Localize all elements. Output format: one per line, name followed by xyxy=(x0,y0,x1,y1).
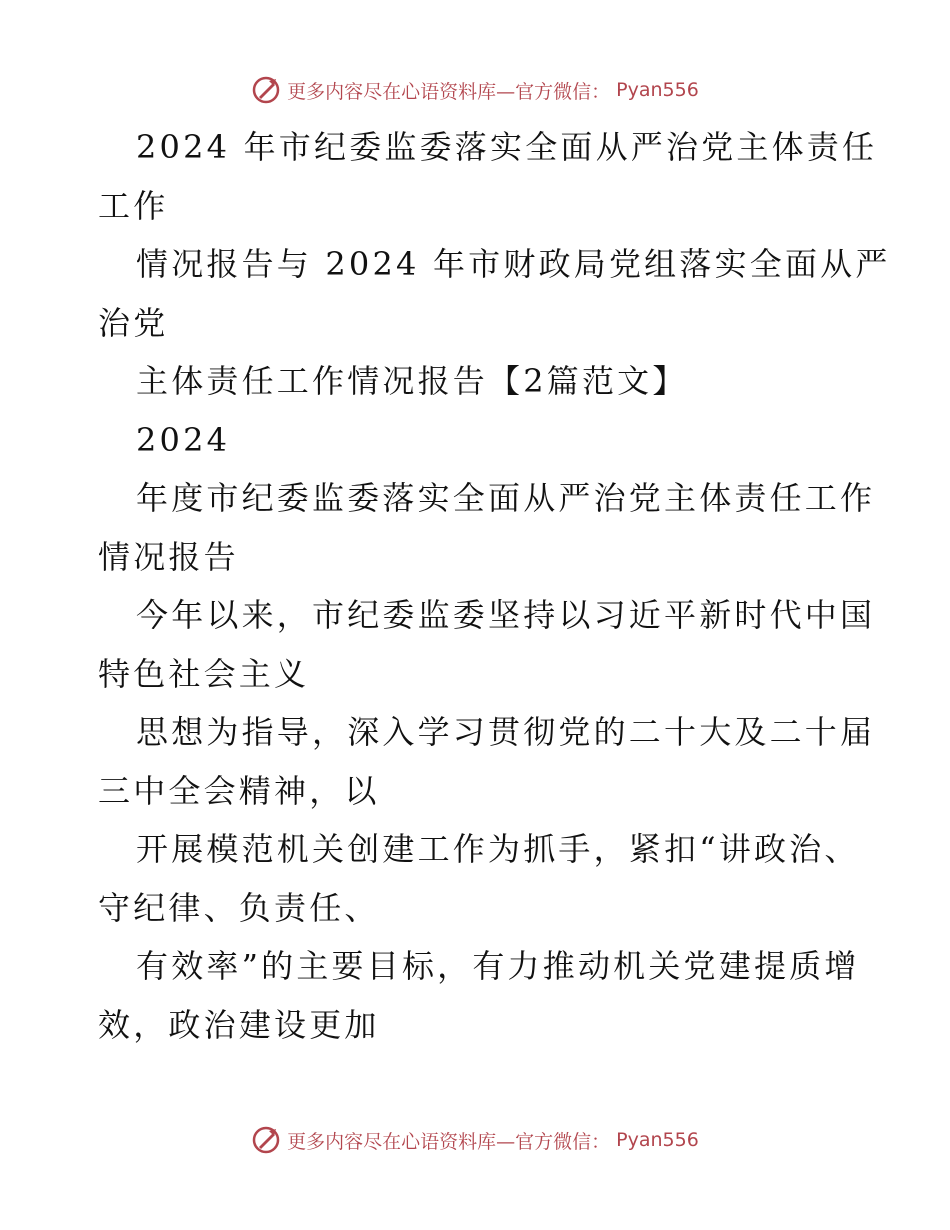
watermark-handle: Pyan556 xyxy=(616,1129,699,1151)
footer-watermark xyxy=(0,1120,950,1160)
text-line: 有效率”的主要目标，有力推动机关党建提质增 xyxy=(136,947,860,985)
text-line: 效，政治建设更加 xyxy=(98,1005,380,1044)
header-watermark xyxy=(0,70,950,110)
brand-logo-icon xyxy=(251,1125,281,1155)
text-line: 年度市纪委监委落实全面从严治党主体责任工作 xyxy=(136,479,876,517)
watermark-text: 更多内容尽在心语资料库—官方微信： xyxy=(287,80,611,103)
brand-logo-icon xyxy=(251,75,281,105)
text-line: 2024 年市纪委监委落实全面从严治党主体责任 xyxy=(136,128,878,166)
text-line: 2024 xyxy=(136,420,231,459)
text-line: 开展模范机关创建工作为抓手，紧扣“讲政治、 xyxy=(136,830,860,868)
document-body xyxy=(98,118,891,1054)
text-line: 守纪律、负责任、 xyxy=(98,888,380,927)
text-line: 特色社会主义 xyxy=(98,654,310,693)
watermark-handle: Pyan556 xyxy=(616,79,699,101)
text-line: 主体责任工作情况报告【2篇范文】 xyxy=(136,362,688,400)
text-line: 今年以来，市纪委监委坚持以习近平新时代中国 xyxy=(136,596,876,634)
watermark-text: 更多内容尽在心语资料库—官方微信： xyxy=(287,1130,611,1153)
text-line: 治党 xyxy=(98,303,169,342)
text-line: 情况报告与 2024 年市财政局党组落实全面从严 xyxy=(136,245,891,283)
text-line: 思想为指导，深入学习贯彻党的二十大及二十届 xyxy=(136,713,876,751)
text-line: 情况报告 xyxy=(98,537,239,576)
text-line: 工作 xyxy=(98,186,169,225)
text-line: 三中全会精神，以 xyxy=(98,771,380,810)
